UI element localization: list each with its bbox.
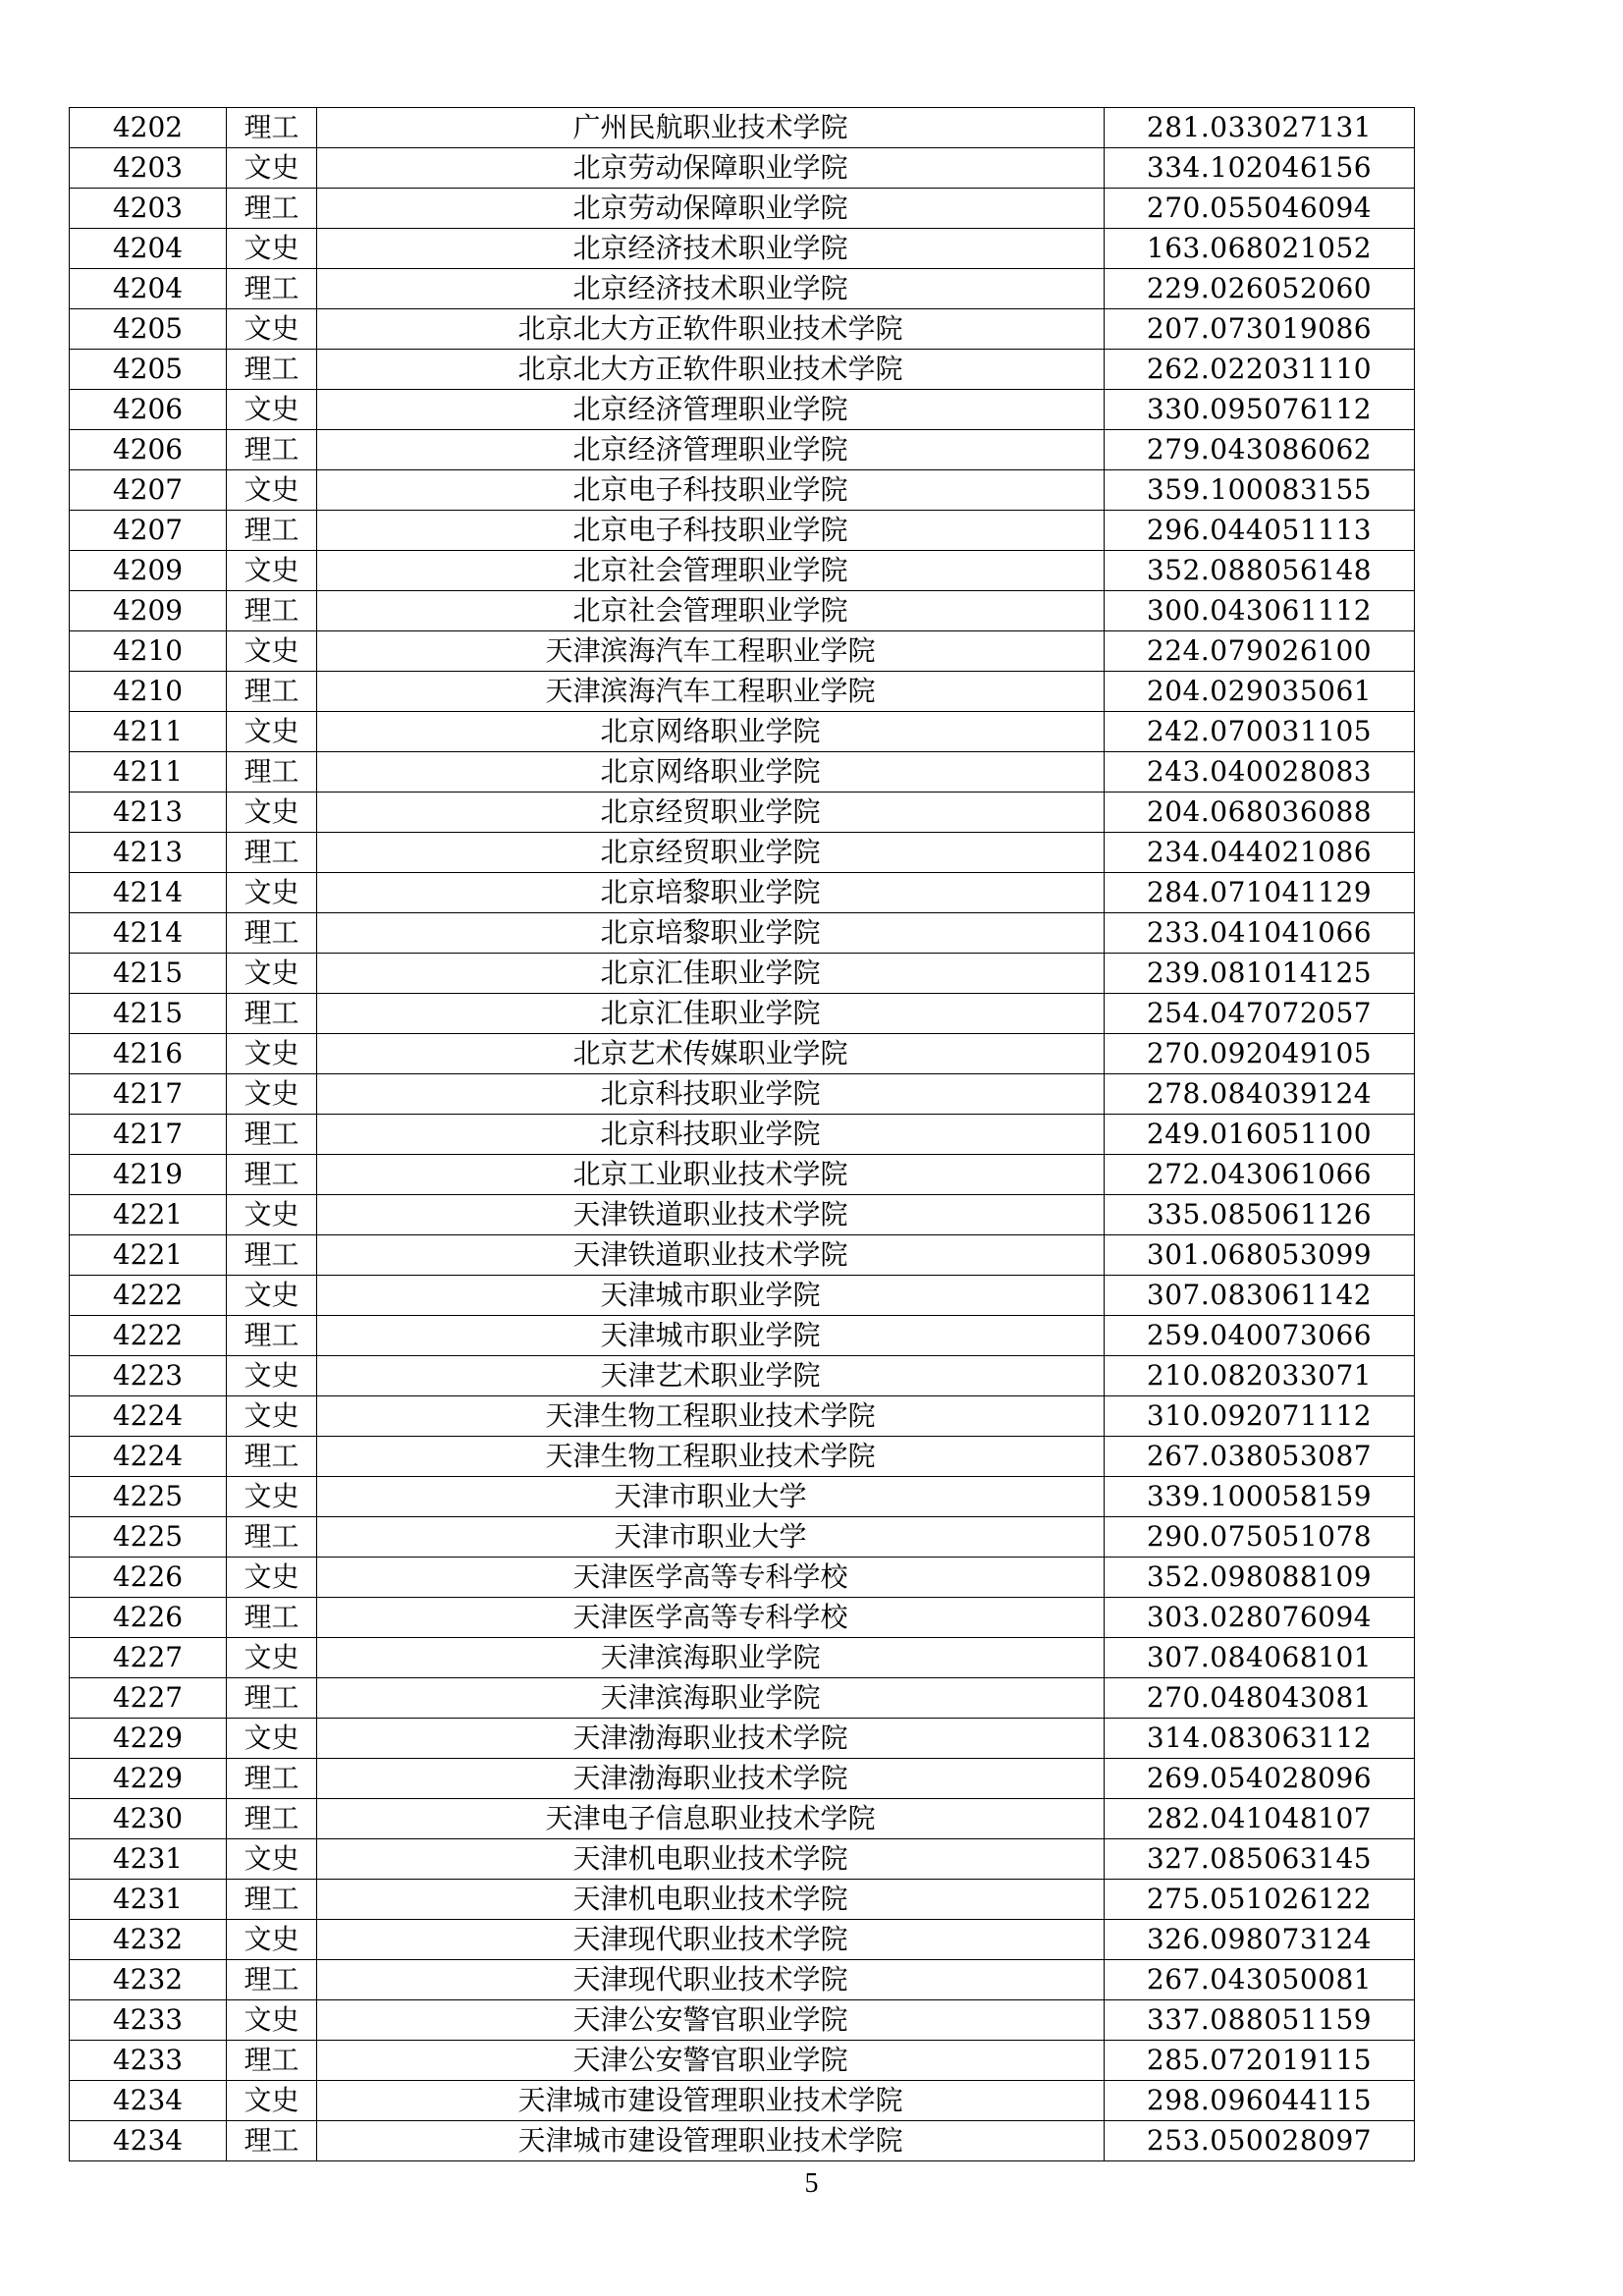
category-cell: 文史 xyxy=(227,1638,317,1678)
school-code-cell: 4215 xyxy=(70,994,227,1034)
table-row xyxy=(70,954,1415,994)
table-body xyxy=(70,108,1415,2161)
score-cell: 249.016051100 xyxy=(1105,1115,1415,1155)
school-code-cell: 4229 xyxy=(70,1719,227,1759)
school-code-cell: 4231 xyxy=(70,1839,227,1880)
table-row xyxy=(70,350,1415,390)
table-row xyxy=(70,148,1415,189)
score-cell: 253.050028097 xyxy=(1105,2121,1415,2161)
score-cell: 298.096044115 xyxy=(1105,2081,1415,2121)
table-row xyxy=(70,1839,1415,1880)
school-code-cell: 4204 xyxy=(70,229,227,269)
table-row xyxy=(70,2041,1415,2081)
score-cell: 300.043061112 xyxy=(1105,591,1415,631)
school-name-cell: 天津机电职业技术学院 xyxy=(317,1880,1105,1920)
score-cell: 210.082033071 xyxy=(1105,1356,1415,1396)
category-cell: 文史 xyxy=(227,2081,317,2121)
score-cell: 278.084039124 xyxy=(1105,1074,1415,1115)
school-name-cell: 天津生物工程职业技术学院 xyxy=(317,1396,1105,1437)
score-cell: 279.043086062 xyxy=(1105,430,1415,470)
school-code-cell: 4213 xyxy=(70,793,227,833)
table-row xyxy=(70,1115,1415,1155)
school-name-cell: 北京汇佳职业学院 xyxy=(317,954,1105,994)
score-cell: 242.070031105 xyxy=(1105,712,1415,752)
category-cell: 文史 xyxy=(227,1477,317,1517)
table-row xyxy=(70,1759,1415,1799)
category-cell: 文史 xyxy=(227,1719,317,1759)
school-name-cell: 天津市职业大学 xyxy=(317,1517,1105,1558)
table-row xyxy=(70,1960,1415,2000)
score-cell: 339.100058159 xyxy=(1105,1477,1415,1517)
school-code-cell: 4226 xyxy=(70,1558,227,1598)
school-name-cell: 天津城市职业学院 xyxy=(317,1316,1105,1356)
category-cell: 理工 xyxy=(227,672,317,712)
school-name-cell: 天津城市职业学院 xyxy=(317,1276,1105,1316)
school-name-cell: 北京社会管理职业学院 xyxy=(317,591,1105,631)
score-cell: 326.098073124 xyxy=(1105,1920,1415,1960)
table-row xyxy=(70,833,1415,873)
category-cell: 文史 xyxy=(227,1396,317,1437)
school-code-cell: 4219 xyxy=(70,1155,227,1195)
category-cell: 文史 xyxy=(227,390,317,430)
score-cell: 301.068053099 xyxy=(1105,1235,1415,1276)
school-code-cell: 4225 xyxy=(70,1477,227,1517)
score-cell: 243.040028083 xyxy=(1105,752,1415,793)
score-cell: 327.085063145 xyxy=(1105,1839,1415,1880)
score-cell: 259.040073066 xyxy=(1105,1316,1415,1356)
admission-score-table xyxy=(69,107,1415,2161)
school-name-cell: 天津公安警官职业学院 xyxy=(317,2000,1105,2041)
score-cell: 272.043061066 xyxy=(1105,1155,1415,1195)
school-code-cell: 4226 xyxy=(70,1598,227,1638)
school-name-cell: 天津电子信息职业技术学院 xyxy=(317,1799,1105,1839)
school-name-cell: 天津生物工程职业技术学院 xyxy=(317,1437,1105,1477)
school-name-cell: 北京网络职业学院 xyxy=(317,712,1105,752)
school-code-cell: 4224 xyxy=(70,1437,227,1477)
school-code-cell: 4211 xyxy=(70,712,227,752)
score-cell: 290.075051078 xyxy=(1105,1517,1415,1558)
score-cell: 307.083061142 xyxy=(1105,1276,1415,1316)
table-row xyxy=(70,712,1415,752)
school-code-cell: 4223 xyxy=(70,1356,227,1396)
score-cell: 239.081014125 xyxy=(1105,954,1415,994)
table-row xyxy=(70,1235,1415,1276)
category-cell: 理工 xyxy=(227,2041,317,2081)
school-name-cell: 广州民航职业技术学院 xyxy=(317,108,1105,148)
category-cell: 文史 xyxy=(227,470,317,511)
school-code-cell: 4210 xyxy=(70,631,227,672)
table-row xyxy=(70,1477,1415,1517)
school-name-cell: 北京经贸职业学院 xyxy=(317,793,1105,833)
school-name-cell: 北京劳动保障职业学院 xyxy=(317,148,1105,189)
school-name-cell: 天津铁道职业技术学院 xyxy=(317,1195,1105,1235)
score-cell: 204.068036088 xyxy=(1105,793,1415,833)
score-cell: 275.051026122 xyxy=(1105,1880,1415,1920)
school-name-cell: 北京经济技术职业学院 xyxy=(317,229,1105,269)
school-code-cell: 4217 xyxy=(70,1074,227,1115)
school-name-cell: 北京科技职业学院 xyxy=(317,1074,1105,1115)
table-row xyxy=(70,1920,1415,1960)
category-cell: 文史 xyxy=(227,1034,317,1074)
category-cell: 理工 xyxy=(227,1960,317,2000)
category-cell: 理工 xyxy=(227,430,317,470)
school-code-cell: 4204 xyxy=(70,269,227,309)
table-row xyxy=(70,1276,1415,1316)
category-cell: 理工 xyxy=(227,108,317,148)
school-name-cell: 天津艺术职业学院 xyxy=(317,1356,1105,1396)
school-code-cell: 4222 xyxy=(70,1316,227,1356)
category-cell: 文史 xyxy=(227,1839,317,1880)
school-code-cell: 4233 xyxy=(70,2000,227,2041)
score-cell: 262.022031110 xyxy=(1105,350,1415,390)
school-code-cell: 4203 xyxy=(70,148,227,189)
category-cell: 理工 xyxy=(227,752,317,793)
school-name-cell: 天津机电职业技术学院 xyxy=(317,1839,1105,1880)
category-cell: 文史 xyxy=(227,631,317,672)
school-name-cell: 北京北大方正软件职业技术学院 xyxy=(317,309,1105,350)
school-code-cell: 4227 xyxy=(70,1678,227,1719)
school-code-cell: 4214 xyxy=(70,913,227,954)
score-cell: 270.048043081 xyxy=(1105,1678,1415,1719)
category-cell: 文史 xyxy=(227,229,317,269)
score-cell: 233.041041066 xyxy=(1105,913,1415,954)
school-name-cell: 天津滨海汽车工程职业学院 xyxy=(317,631,1105,672)
school-name-cell: 北京劳动保障职业学院 xyxy=(317,189,1105,229)
category-cell: 文史 xyxy=(227,1920,317,1960)
category-cell: 文史 xyxy=(227,793,317,833)
table-row xyxy=(70,229,1415,269)
category-cell: 文史 xyxy=(227,551,317,591)
category-cell: 理工 xyxy=(227,994,317,1034)
school-code-cell: 4210 xyxy=(70,672,227,712)
school-code-cell: 4222 xyxy=(70,1276,227,1316)
school-name-cell: 北京电子科技职业学院 xyxy=(317,470,1105,511)
table-row xyxy=(70,1195,1415,1235)
score-cell: 270.092049105 xyxy=(1105,1034,1415,1074)
school-code-cell: 4205 xyxy=(70,350,227,390)
school-name-cell: 天津城市建设管理职业技术学院 xyxy=(317,2081,1105,2121)
school-code-cell: 4209 xyxy=(70,591,227,631)
score-cell: 335.085061126 xyxy=(1105,1195,1415,1235)
table-row xyxy=(70,1638,1415,1678)
score-cell: 303.028076094 xyxy=(1105,1598,1415,1638)
table-row xyxy=(70,189,1415,229)
table-row xyxy=(70,793,1415,833)
school-name-cell: 北京经济技术职业学院 xyxy=(317,269,1105,309)
category-cell: 理工 xyxy=(227,269,317,309)
school-code-cell: 4234 xyxy=(70,2081,227,2121)
school-name-cell: 北京经济管理职业学院 xyxy=(317,430,1105,470)
school-name-cell: 北京培黎职业学院 xyxy=(317,913,1105,954)
school-code-cell: 4232 xyxy=(70,1920,227,1960)
school-name-cell: 天津城市建设管理职业技术学院 xyxy=(317,2121,1105,2161)
school-code-cell: 4209 xyxy=(70,551,227,591)
table-row xyxy=(70,1598,1415,1638)
score-cell: 207.073019086 xyxy=(1105,309,1415,350)
school-code-cell: 4203 xyxy=(70,189,227,229)
school-code-cell: 4213 xyxy=(70,833,227,873)
score-cell: 234.044021086 xyxy=(1105,833,1415,873)
school-code-cell: 4215 xyxy=(70,954,227,994)
school-code-cell: 4227 xyxy=(70,1638,227,1678)
school-name-cell: 天津医学高等专科学校 xyxy=(317,1598,1105,1638)
table-row xyxy=(70,390,1415,430)
category-cell: 理工 xyxy=(227,833,317,873)
school-name-cell: 北京科技职业学院 xyxy=(317,1115,1105,1155)
school-name-cell: 北京经济管理职业学院 xyxy=(317,390,1105,430)
score-cell: 284.071041129 xyxy=(1105,873,1415,913)
school-name-cell: 天津渤海职业技术学院 xyxy=(317,1759,1105,1799)
school-name-cell: 北京汇佳职业学院 xyxy=(317,994,1105,1034)
score-cell: 254.047072057 xyxy=(1105,994,1415,1034)
category-cell: 文史 xyxy=(227,712,317,752)
table-row xyxy=(70,1799,1415,1839)
school-name-cell: 天津医学高等专科学校 xyxy=(317,1558,1105,1598)
school-code-cell: 4211 xyxy=(70,752,227,793)
category-cell: 理工 xyxy=(227,350,317,390)
school-name-cell: 天津现代职业技术学院 xyxy=(317,1960,1105,2000)
category-cell: 文史 xyxy=(227,1074,317,1115)
table-row xyxy=(70,2081,1415,2121)
table-row xyxy=(70,430,1415,470)
school-code-cell: 4225 xyxy=(70,1517,227,1558)
school-name-cell: 北京网络职业学院 xyxy=(317,752,1105,793)
category-cell: 理工 xyxy=(227,913,317,954)
school-name-cell: 北京社会管理职业学院 xyxy=(317,551,1105,591)
score-cell: 269.054028096 xyxy=(1105,1759,1415,1799)
score-cell: 310.092071112 xyxy=(1105,1396,1415,1437)
category-cell: 理工 xyxy=(227,1880,317,1920)
table-row xyxy=(70,1719,1415,1759)
school-name-cell: 北京北大方正软件职业技术学院 xyxy=(317,350,1105,390)
category-cell: 理工 xyxy=(227,1799,317,1839)
school-code-cell: 4207 xyxy=(70,511,227,551)
school-code-cell: 4232 xyxy=(70,1960,227,2000)
table-row xyxy=(70,591,1415,631)
category-cell: 理工 xyxy=(227,189,317,229)
school-code-cell: 4216 xyxy=(70,1034,227,1074)
school-name-cell: 天津铁道职业技术学院 xyxy=(317,1235,1105,1276)
table-row xyxy=(70,1880,1415,1920)
score-cell: 307.084068101 xyxy=(1105,1638,1415,1678)
score-cell: 282.041048107 xyxy=(1105,1799,1415,1839)
score-cell: 229.026052060 xyxy=(1105,269,1415,309)
table-row xyxy=(70,913,1415,954)
category-cell: 理工 xyxy=(227,1517,317,1558)
page-number: 5 xyxy=(804,2168,819,2199)
table-row xyxy=(70,1396,1415,1437)
table-row xyxy=(70,1356,1415,1396)
school-code-cell: 4221 xyxy=(70,1195,227,1235)
table-row xyxy=(70,1316,1415,1356)
school-code-cell: 4214 xyxy=(70,873,227,913)
table-row xyxy=(70,672,1415,712)
score-cell: 330.095076112 xyxy=(1105,390,1415,430)
school-code-cell: 4202 xyxy=(70,108,227,148)
school-code-cell: 4206 xyxy=(70,430,227,470)
table-row xyxy=(70,1155,1415,1195)
score-cell: 334.102046156 xyxy=(1105,148,1415,189)
school-code-cell: 4234 xyxy=(70,2121,227,2161)
score-cell: 352.098088109 xyxy=(1105,1558,1415,1598)
table-row xyxy=(70,2121,1415,2161)
school-code-cell: 4217 xyxy=(70,1115,227,1155)
score-cell: 267.043050081 xyxy=(1105,1960,1415,2000)
table-row xyxy=(70,873,1415,913)
category-cell: 理工 xyxy=(227,511,317,551)
school-name-cell: 天津现代职业技术学院 xyxy=(317,1920,1105,1960)
school-code-cell: 4206 xyxy=(70,390,227,430)
school-name-cell: 天津滨海职业学院 xyxy=(317,1678,1105,1719)
score-cell: 314.083063112 xyxy=(1105,1719,1415,1759)
school-code-cell: 4224 xyxy=(70,1396,227,1437)
table-row xyxy=(70,108,1415,148)
school-code-cell: 4230 xyxy=(70,1799,227,1839)
school-code-cell: 4205 xyxy=(70,309,227,350)
table-row xyxy=(70,994,1415,1034)
score-cell: 337.088051159 xyxy=(1105,2000,1415,2041)
table-row xyxy=(70,631,1415,672)
school-code-cell: 4229 xyxy=(70,1759,227,1799)
category-cell: 理工 xyxy=(227,1598,317,1638)
school-code-cell: 4221 xyxy=(70,1235,227,1276)
category-cell: 理工 xyxy=(227,1316,317,1356)
category-cell: 文史 xyxy=(227,2000,317,2041)
score-cell: 281.033027131 xyxy=(1105,108,1415,148)
school-name-cell: 北京培黎职业学院 xyxy=(317,873,1105,913)
school-name-cell: 北京经贸职业学院 xyxy=(317,833,1105,873)
school-name-cell: 北京工业职业技术学院 xyxy=(317,1155,1105,1195)
category-cell: 文史 xyxy=(227,1356,317,1396)
table-row xyxy=(70,511,1415,551)
school-code-cell: 4231 xyxy=(70,1880,227,1920)
category-cell: 文史 xyxy=(227,1195,317,1235)
table-row xyxy=(70,470,1415,511)
score-cell: 270.055046094 xyxy=(1105,189,1415,229)
table-row xyxy=(70,1558,1415,1598)
table-row xyxy=(70,1517,1415,1558)
category-cell: 理工 xyxy=(227,1115,317,1155)
table-row xyxy=(70,2000,1415,2041)
category-cell: 理工 xyxy=(227,1678,317,1719)
category-cell: 理工 xyxy=(227,1759,317,1799)
category-cell: 理工 xyxy=(227,1235,317,1276)
score-cell: 352.088056148 xyxy=(1105,551,1415,591)
table-row xyxy=(70,1678,1415,1719)
school-name-cell: 北京艺术传媒职业学院 xyxy=(317,1034,1105,1074)
table-row xyxy=(70,309,1415,350)
category-cell: 理工 xyxy=(227,1155,317,1195)
category-cell: 文史 xyxy=(227,148,317,189)
score-cell: 296.044051113 xyxy=(1105,511,1415,551)
school-name-cell: 天津公安警官职业学院 xyxy=(317,2041,1105,2081)
table-row xyxy=(70,1437,1415,1477)
school-name-cell: 北京电子科技职业学院 xyxy=(317,511,1105,551)
school-name-cell: 天津滨海职业学院 xyxy=(317,1638,1105,1678)
category-cell: 理工 xyxy=(227,2121,317,2161)
table-row xyxy=(70,551,1415,591)
school-code-cell: 4233 xyxy=(70,2041,227,2081)
category-cell: 文史 xyxy=(227,954,317,994)
category-cell: 文史 xyxy=(227,309,317,350)
table-row xyxy=(70,1034,1415,1074)
school-name-cell: 天津市职业大学 xyxy=(317,1477,1105,1517)
score-cell: 359.100083155 xyxy=(1105,470,1415,511)
score-cell: 224.079026100 xyxy=(1105,631,1415,672)
score-cell: 267.038053087 xyxy=(1105,1437,1415,1477)
category-cell: 文史 xyxy=(227,1276,317,1316)
score-cell: 204.029035061 xyxy=(1105,672,1415,712)
category-cell: 理工 xyxy=(227,591,317,631)
score-cell: 285.072019115 xyxy=(1105,2041,1415,2081)
category-cell: 文史 xyxy=(227,1558,317,1598)
table-row xyxy=(70,269,1415,309)
table-row xyxy=(70,752,1415,793)
score-cell: 163.068021052 xyxy=(1105,229,1415,269)
category-cell: 理工 xyxy=(227,1437,317,1477)
table-row xyxy=(70,1074,1415,1115)
school-code-cell: 4207 xyxy=(70,470,227,511)
category-cell: 文史 xyxy=(227,873,317,913)
school-name-cell: 天津滨海汽车工程职业学院 xyxy=(317,672,1105,712)
school-name-cell: 天津渤海职业技术学院 xyxy=(317,1719,1105,1759)
